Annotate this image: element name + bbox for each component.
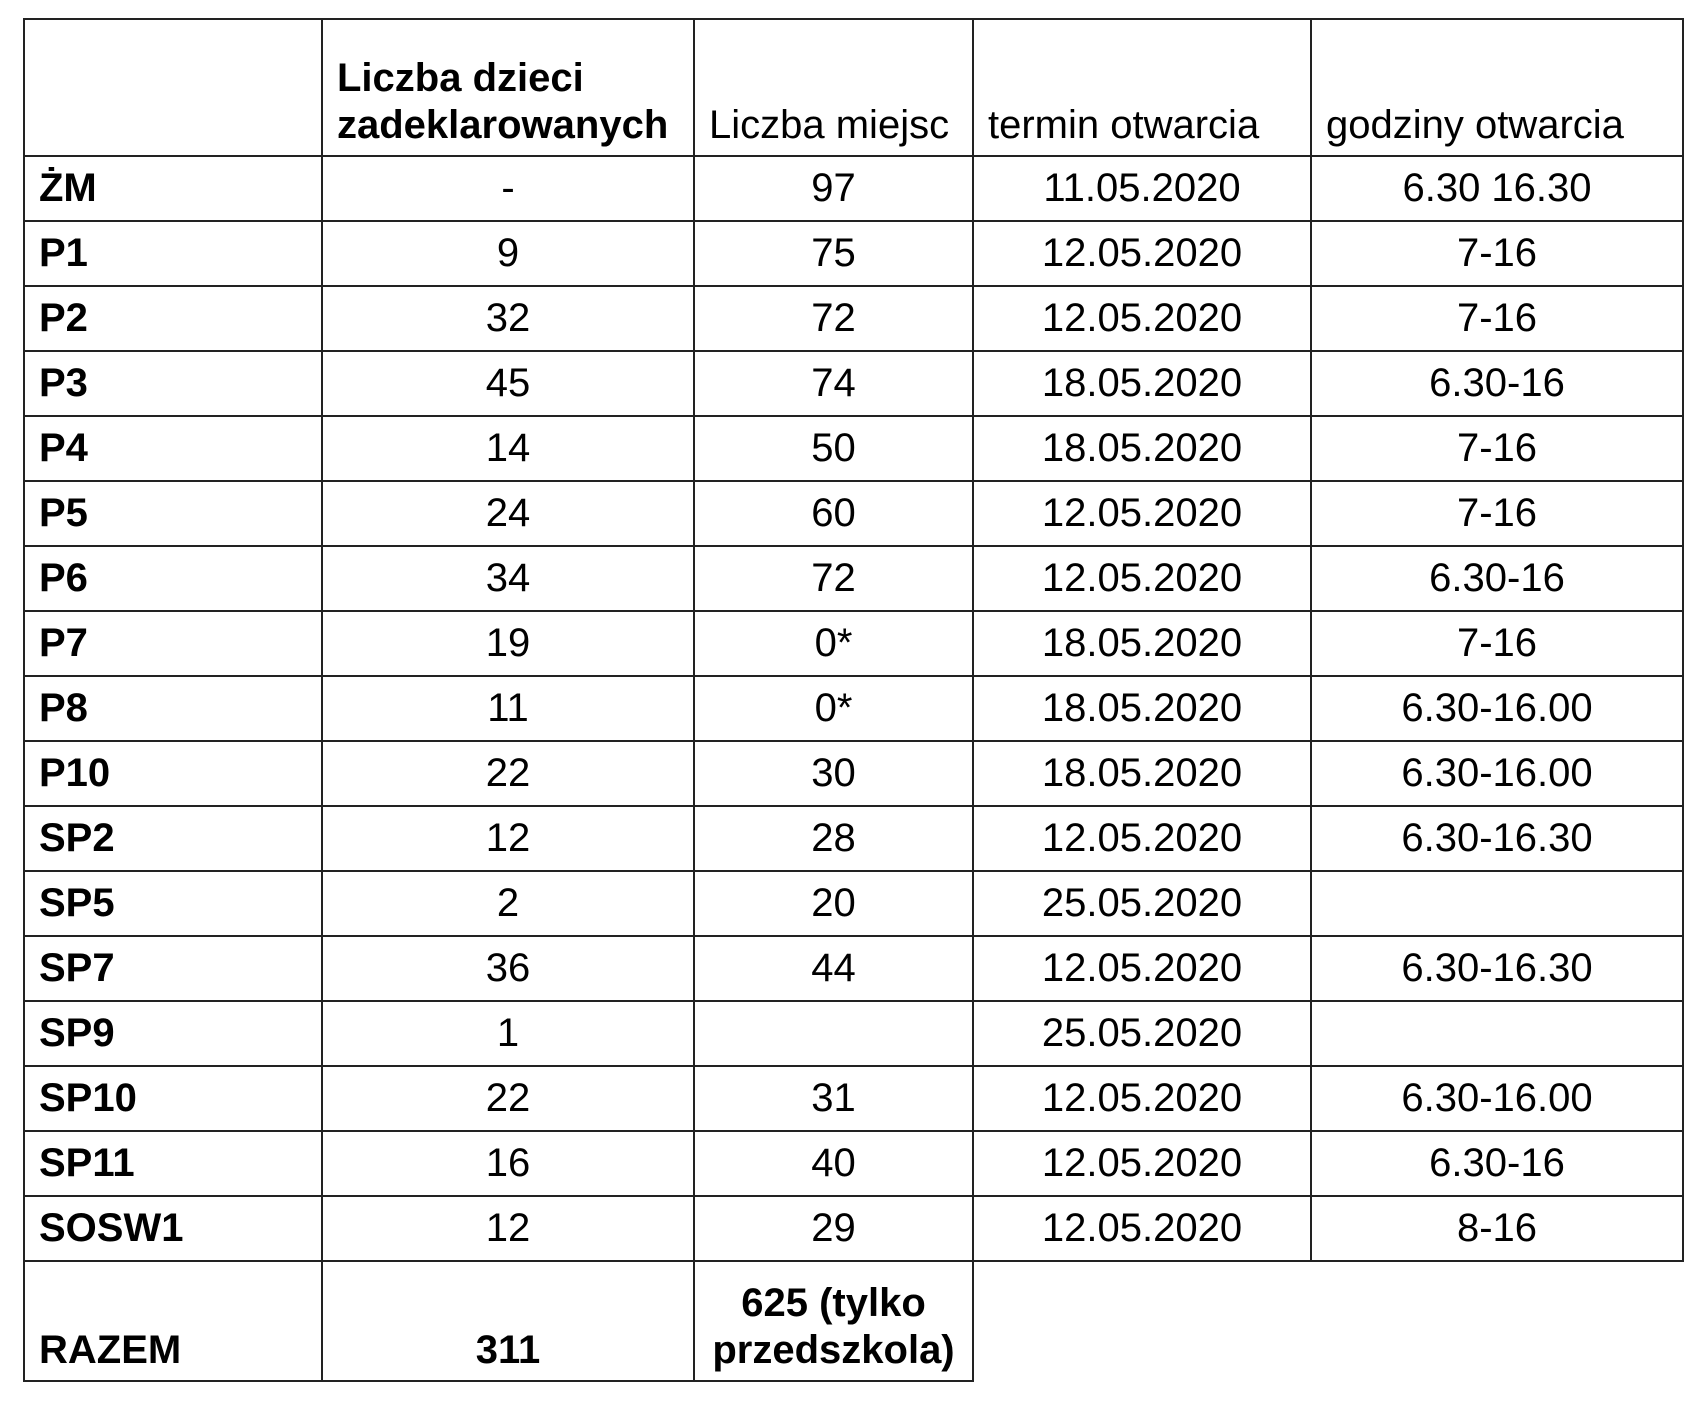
cell-facility-name: SOSW1: [24, 1196, 322, 1261]
table-row: [24, 416, 1683, 481]
cell-opening-hours: 6.30-16: [1311, 351, 1683, 416]
table-row: [24, 1001, 1683, 1066]
cell-declared-children: 9: [322, 221, 694, 286]
cell-facility-name: P7: [24, 611, 322, 676]
cell-opening-date: 25.05.2020: [973, 1001, 1311, 1066]
table-row: [24, 871, 1683, 936]
table-row: [24, 936, 1683, 1001]
table-row: [24, 611, 1683, 676]
cell-opening-hours: 6.30-16.30: [1311, 936, 1683, 1001]
cell-facility-name: ŻM: [24, 156, 322, 221]
cell-places: 40: [694, 1131, 973, 1196]
cell-opening-hours: 6.30-16.00: [1311, 676, 1683, 741]
cell-opening-hours: 7-16: [1311, 416, 1683, 481]
cell-declared-children: 12: [322, 806, 694, 871]
cell-places: 74: [694, 351, 973, 416]
cell-opening-hours: 6.30-16.00: [1311, 741, 1683, 806]
cell-places: 30: [694, 741, 973, 806]
cell-opening-hours: 7-16: [1311, 286, 1683, 351]
cell-facility-name: SP5: [24, 871, 322, 936]
cell-places: 44: [694, 936, 973, 1001]
cell-opening-date: 18.05.2020: [973, 351, 1311, 416]
cell-declared-children: 24: [322, 481, 694, 546]
cell-opening-date: 18.05.2020: [973, 741, 1311, 806]
cell-opening-date: 12.05.2020: [973, 806, 1311, 871]
cell-opening-date: 12.05.2020: [973, 1196, 1311, 1261]
cell-declared-children: 2: [322, 871, 694, 936]
cell-opening-date: 11.05.2020: [973, 156, 1311, 221]
header-opening-date: termin otwarcia: [973, 19, 1311, 156]
total-places: 625 (tylko przedszkola): [694, 1261, 973, 1381]
cell-declared-children: 32: [322, 286, 694, 351]
cell-opening-date: 12.05.2020: [973, 221, 1311, 286]
cell-facility-name: P10: [24, 741, 322, 806]
cell-declared-children: 45: [322, 351, 694, 416]
cell-places: 50: [694, 416, 973, 481]
cell-opening-hours: [1311, 1001, 1683, 1066]
cell-opening-hours: 7-16: [1311, 481, 1683, 546]
cell-declared-children: 34: [322, 546, 694, 611]
table-row: [24, 1066, 1683, 1131]
cell-declared-children: 12: [322, 1196, 694, 1261]
cell-facility-name: P3: [24, 351, 322, 416]
header-places: Liczba miejsc: [694, 19, 973, 156]
cell-opening-hours: 6.30-16: [1311, 1131, 1683, 1196]
cell-facility-name: SP10: [24, 1066, 322, 1131]
cell-declared-children: -: [322, 156, 694, 221]
cell-places: 31: [694, 1066, 973, 1131]
cell-places: 0*: [694, 611, 973, 676]
cell-facility-name: SP7: [24, 936, 322, 1001]
facilities-table: [23, 18, 1684, 1382]
table-row: [24, 481, 1683, 546]
cell-opening-hours: 6.30-16: [1311, 546, 1683, 611]
cell-places: 97: [694, 156, 973, 221]
table-row: [24, 286, 1683, 351]
cell-declared-children: 19: [322, 611, 694, 676]
header-facility: [24, 19, 322, 156]
table-row: [24, 156, 1683, 221]
header-declared-children: Liczba dzieci zadeklarowanych: [322, 19, 694, 156]
cell-places: 75: [694, 221, 973, 286]
cell-places: 72: [694, 286, 973, 351]
cell-opening-hours: 8-16: [1311, 1196, 1683, 1261]
empty-cell: [1311, 1261, 1683, 1381]
cell-places: [694, 1001, 973, 1066]
cell-facility-name: P5: [24, 481, 322, 546]
total-label: RAZEM: [24, 1261, 322, 1381]
table-row: [24, 546, 1683, 611]
total-declared: 311: [322, 1261, 694, 1381]
cell-opening-date: 12.05.2020: [973, 546, 1311, 611]
table-row: [24, 806, 1683, 871]
cell-opening-date: 18.05.2020: [973, 676, 1311, 741]
cell-declared-children: 22: [322, 1066, 694, 1131]
cell-opening-date: 12.05.2020: [973, 936, 1311, 1001]
cell-facility-name: P8: [24, 676, 322, 741]
cell-facility-name: SP11: [24, 1131, 322, 1196]
table-row: [24, 351, 1683, 416]
cell-facility-name: SP9: [24, 1001, 322, 1066]
cell-opening-hours: 7-16: [1311, 221, 1683, 286]
cell-facility-name: P6: [24, 546, 322, 611]
cell-opening-date: 12.05.2020: [973, 1131, 1311, 1196]
cell-facility-name: P1: [24, 221, 322, 286]
cell-opening-date: 12.05.2020: [973, 1066, 1311, 1131]
cell-declared-children: 14: [322, 416, 694, 481]
table-row: [24, 741, 1683, 806]
cell-declared-children: 16: [322, 1131, 694, 1196]
cell-places: 72: [694, 546, 973, 611]
header-opening-hours: godziny otwarcia: [1311, 19, 1683, 156]
table-row: [24, 221, 1683, 286]
table-row: [24, 676, 1683, 741]
cell-opening-hours: [1311, 871, 1683, 936]
cell-opening-hours: 6.30 16.30: [1311, 156, 1683, 221]
cell-opening-hours: 6.30-16.30: [1311, 806, 1683, 871]
cell-facility-name: P2: [24, 286, 322, 351]
cell-opening-date: 18.05.2020: [973, 611, 1311, 676]
empty-cell: [973, 1261, 1311, 1381]
cell-opening-hours: 6.30-16.00: [1311, 1066, 1683, 1131]
total-row: [24, 1261, 1683, 1381]
cell-declared-children: 1: [322, 1001, 694, 1066]
cell-opening-date: 25.05.2020: [973, 871, 1311, 936]
cell-opening-hours: 7-16: [1311, 611, 1683, 676]
table-row: [24, 1131, 1683, 1196]
cell-opening-date: 12.05.2020: [973, 481, 1311, 546]
cell-places: 29: [694, 1196, 973, 1261]
cell-places: 28: [694, 806, 973, 871]
cell-declared-children: 11: [322, 676, 694, 741]
table-row: [24, 1196, 1683, 1261]
cell-opening-date: 18.05.2020: [973, 416, 1311, 481]
cell-opening-date: 12.05.2020: [973, 286, 1311, 351]
cell-places: 60: [694, 481, 973, 546]
cell-declared-children: 22: [322, 741, 694, 806]
table-header-row: [24, 19, 1683, 156]
cell-places: 20: [694, 871, 973, 936]
cell-places: 0*: [694, 676, 973, 741]
cell-facility-name: P4: [24, 416, 322, 481]
cell-declared-children: 36: [322, 936, 694, 1001]
cell-facility-name: SP2: [24, 806, 322, 871]
